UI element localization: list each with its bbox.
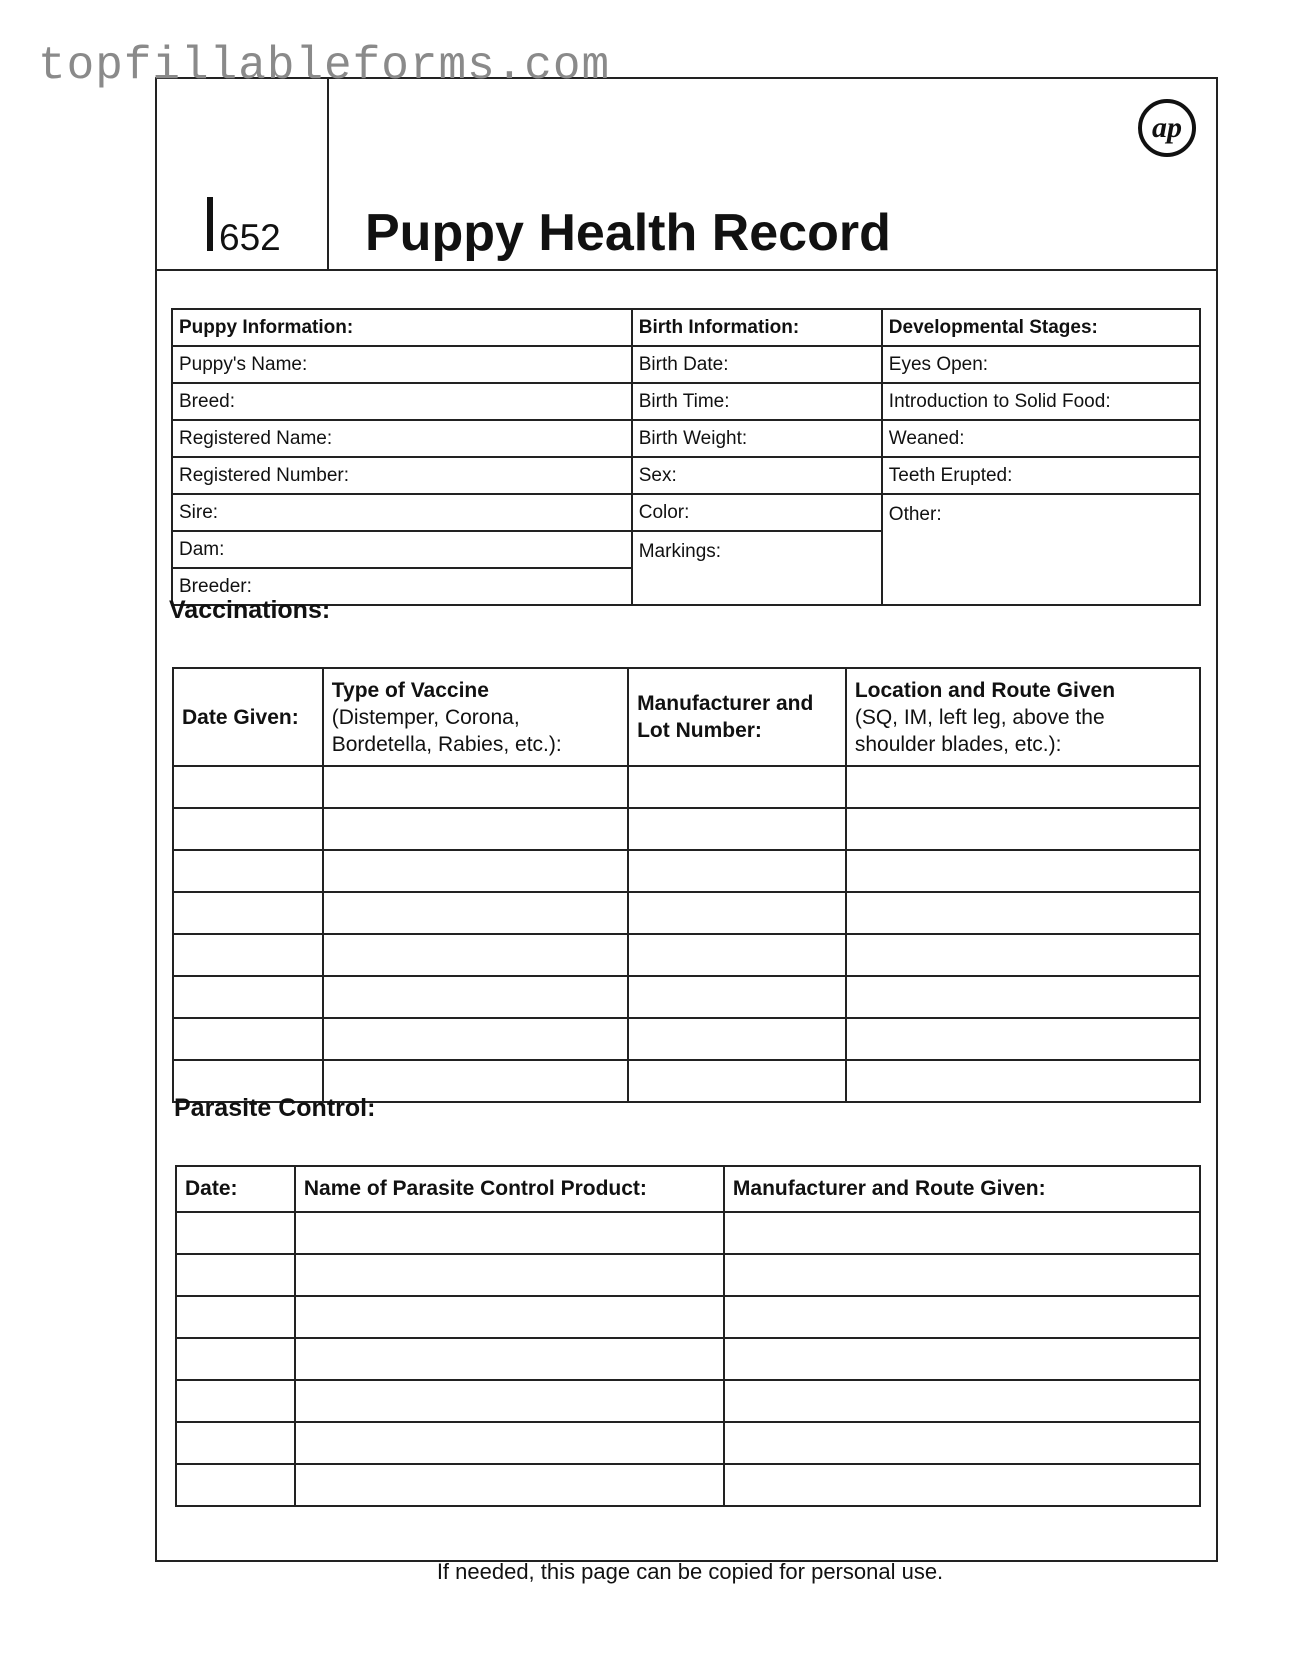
- dam-field[interactable]: Dam:: [172, 531, 632, 568]
- par-cell[interactable]: [295, 1254, 724, 1296]
- page-title: Puppy Health Record: [365, 204, 891, 262]
- vac-row: [173, 892, 1200, 934]
- par-cell[interactable]: [724, 1422, 1200, 1464]
- vac-cell[interactable]: [628, 808, 846, 850]
- par-row: [176, 1464, 1200, 1506]
- form-number: 652: [219, 217, 281, 258]
- vac-cell[interactable]: [323, 892, 628, 934]
- par-row: [176, 1380, 1200, 1422]
- vac-col-manufacturer: Manufacturer and Lot Number:: [628, 668, 846, 766]
- vac-row: [173, 1018, 1200, 1060]
- vac-col-type: [323, 668, 628, 766]
- form-page: [155, 77, 1218, 1562]
- sex-field[interactable]: Sex:: [632, 457, 882, 494]
- vac-cell[interactable]: [173, 892, 323, 934]
- teeth-erupted-field[interactable]: Teeth Erupted:: [882, 457, 1200, 494]
- vac-cell[interactable]: [323, 934, 628, 976]
- par-cell[interactable]: [724, 1212, 1200, 1254]
- vac-row: [173, 976, 1200, 1018]
- vac-cell[interactable]: [846, 766, 1200, 808]
- registered-number-field[interactable]: Registered Number:: [172, 457, 632, 494]
- vac-col-date: Date Given:: [173, 668, 323, 766]
- solid-food-field[interactable]: Introduction to Solid Food:: [882, 383, 1200, 420]
- par-cell[interactable]: [176, 1254, 295, 1296]
- vac-cell[interactable]: [628, 766, 846, 808]
- vaccinations-table: [172, 667, 1201, 1103]
- parasite-table: [175, 1165, 1201, 1507]
- vac-cell[interactable]: [628, 850, 846, 892]
- par-cell[interactable]: [176, 1380, 295, 1422]
- vac-cell[interactable]: [628, 1018, 846, 1060]
- par-cell[interactable]: [724, 1296, 1200, 1338]
- vac-cell[interactable]: [173, 934, 323, 976]
- par-col-date: Date:: [176, 1166, 295, 1212]
- vac-cell[interactable]: [846, 808, 1200, 850]
- par-cell[interactable]: [295, 1380, 724, 1422]
- form-number-bar: [207, 197, 213, 251]
- par-cell[interactable]: [176, 1464, 295, 1506]
- markings-field[interactable]: Markings:: [632, 531, 882, 605]
- info-table: [171, 308, 1201, 606]
- vac-cell[interactable]: [846, 1018, 1200, 1060]
- vac-col-location-note: (SQ, IM, left leg, above the shoulder blades, etc.):: [854, 705, 1105, 756]
- sire-field[interactable]: Sire:: [172, 494, 632, 531]
- weaned-field[interactable]: Weaned:: [882, 420, 1200, 457]
- vac-col-location-label: Location and Route Given: [854, 678, 1116, 702]
- vac-cell[interactable]: [173, 766, 323, 808]
- par-cell[interactable]: [295, 1422, 724, 1464]
- par-row: [176, 1296, 1200, 1338]
- par-cell[interactable]: [176, 1212, 295, 1254]
- par-cell[interactable]: [295, 1296, 724, 1338]
- par-row: [176, 1212, 1200, 1254]
- vac-cell[interactable]: [173, 850, 323, 892]
- vaccinations-heading: Vaccinations:: [169, 596, 331, 624]
- birth-info-header: Birth Information:: [632, 309, 882, 346]
- other-field[interactable]: Other:: [882, 494, 1200, 605]
- vac-row: [173, 850, 1200, 892]
- logo-text: ap: [1152, 111, 1182, 144]
- vac-col-type-label: Type of Vaccine: [331, 678, 489, 702]
- color-field[interactable]: Color:: [632, 494, 882, 531]
- birth-date-field[interactable]: Birth Date:: [632, 346, 882, 383]
- vac-row: [173, 808, 1200, 850]
- ap-logo-icon: [1138, 99, 1196, 157]
- vac-cell[interactable]: [173, 976, 323, 1018]
- par-cell[interactable]: [176, 1338, 295, 1380]
- par-row: [176, 1422, 1200, 1464]
- vac-cell[interactable]: [628, 976, 846, 1018]
- par-cell[interactable]: [176, 1296, 295, 1338]
- breed-field[interactable]: Breed:: [172, 383, 632, 420]
- footer-note: If needed, this page can be copied for personal use.: [436, 1559, 944, 1584]
- vac-cell[interactable]: [173, 808, 323, 850]
- registered-name-field[interactable]: Registered Name:: [172, 420, 632, 457]
- vac-cell[interactable]: [323, 808, 628, 850]
- par-cell[interactable]: [176, 1422, 295, 1464]
- par-cell[interactable]: [295, 1212, 724, 1254]
- form-header: [157, 79, 1216, 271]
- vac-cell[interactable]: [846, 850, 1200, 892]
- vac-cell[interactable]: [628, 1060, 846, 1102]
- vac-cell[interactable]: [173, 1018, 323, 1060]
- birth-weight-field[interactable]: Birth Weight:: [632, 420, 882, 457]
- par-cell[interactable]: [724, 1464, 1200, 1506]
- vac-cell[interactable]: [846, 892, 1200, 934]
- breeder-field[interactable]: Breeder:: [172, 568, 632, 605]
- vac-cell[interactable]: [323, 976, 628, 1018]
- birth-time-field[interactable]: Birth Time:: [632, 383, 882, 420]
- vac-cell[interactable]: [846, 934, 1200, 976]
- vac-cell[interactable]: [628, 934, 846, 976]
- par-cell[interactable]: [724, 1380, 1200, 1422]
- vac-cell[interactable]: [846, 976, 1200, 1018]
- eyes-open-field[interactable]: Eyes Open:: [882, 346, 1200, 383]
- par-cell[interactable]: [295, 1464, 724, 1506]
- puppy-name-field[interactable]: Puppy's Name:: [172, 346, 632, 383]
- puppy-info-header: Puppy Information:: [172, 309, 632, 346]
- parasite-control-heading: Parasite Control:: [174, 1094, 376, 1122]
- par-cell[interactable]: [724, 1338, 1200, 1380]
- vac-row: [173, 766, 1200, 808]
- vac-row: [173, 934, 1200, 976]
- vac-cell[interactable]: [628, 892, 846, 934]
- par-row: [176, 1338, 1200, 1380]
- par-cell[interactable]: [295, 1338, 724, 1380]
- par-col-product: Name of Parasite Control Product:: [295, 1166, 724, 1212]
- par-cell[interactable]: [724, 1254, 1200, 1296]
- vac-cell[interactable]: [323, 1018, 628, 1060]
- dev-stages-header: Developmental Stages:: [882, 309, 1200, 346]
- form-number-box: [157, 79, 329, 269]
- par-col-manufacturer: Manufacturer and Route Given:: [724, 1166, 1200, 1212]
- vac-col-location: [846, 668, 1200, 766]
- vac-cell[interactable]: [323, 766, 628, 808]
- vac-cell[interactable]: [323, 850, 628, 892]
- watermark: topfillableforms.com: [38, 40, 611, 92]
- par-row: [176, 1254, 1200, 1296]
- vac-cell[interactable]: [846, 1060, 1200, 1102]
- vac-col-type-note: (Distemper, Corona, Bordetella, Rabies, etc.):: [331, 705, 562, 756]
